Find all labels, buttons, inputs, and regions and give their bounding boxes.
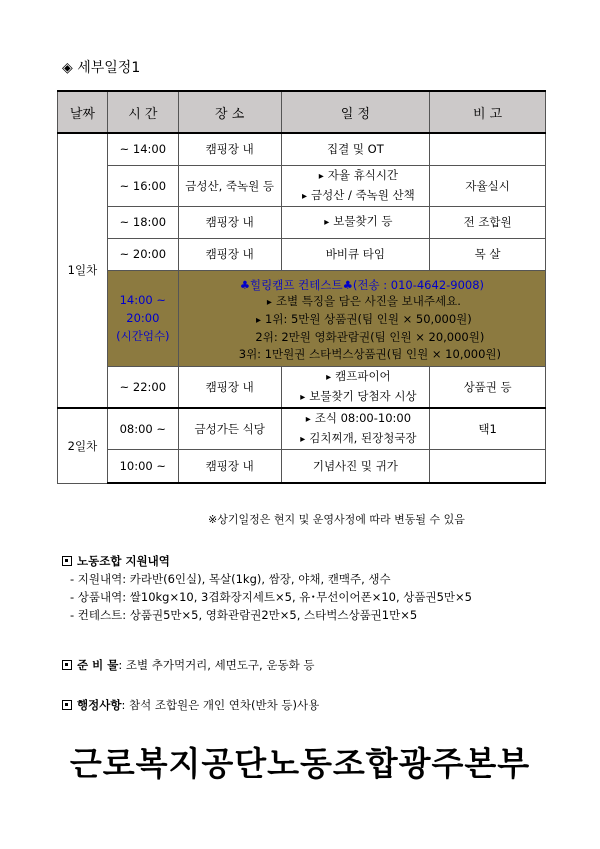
table-row: [58, 366, 546, 408]
admin-label: 행정사항: [77, 698, 122, 712]
admin-text: : 참석 조합원은 개인 연차(반차 등)사용: [121, 698, 320, 712]
schedule-cell: 집결 및 OT: [281, 133, 430, 165]
note-cell: 자율실시: [430, 165, 546, 206]
note-cell: 상품권 등: [430, 366, 546, 408]
table-row: [58, 408, 546, 450]
support-item: - 상품내역: 쌀10kg×10, 3겹화장지세트×5, 유･무선이어폰×10, 상품권5만×5: [70, 590, 472, 604]
table-header-row: [58, 91, 546, 133]
time-cell: 10:00 ~: [107, 449, 178, 483]
schedule-table: [57, 90, 546, 484]
header-schedule: 일 정: [281, 91, 430, 133]
schedule-item: ▸ 보물찾기 등: [288, 212, 430, 232]
contest-line: ▸ 조별 특징을 담은 사진을 보내주세요.: [179, 293, 545, 311]
place-cell: 캠핑장 내: [178, 449, 281, 483]
place-cell: 캠핑장 내: [178, 206, 281, 238]
note-cell: 택1: [430, 408, 546, 450]
schedule-item: ▸ 캠프파이어: [288, 367, 430, 387]
table-row: [58, 238, 546, 270]
time-cell: ~ 14:00: [107, 133, 178, 165]
schedule-cell: 바비큐 타임: [281, 238, 430, 270]
section-title: ◈ 세부일정1: [62, 60, 141, 76]
contest-time-cell: [107, 270, 178, 366]
note-cell: [430, 133, 546, 165]
place-cell: 캠핑장 내: [178, 366, 281, 408]
contest-title: ♣힐링캠프 컨테스트♣(전송 : 010-4642-9008): [239, 277, 485, 292]
support-item: - 지원내역: 카라반(6인실), 목살(1kg), 쌈장, 야채, 캔맥주, 생수: [70, 572, 391, 586]
day1-cell: 1일차: [58, 133, 108, 408]
table-row: [58, 133, 546, 165]
prep-section: [62, 656, 314, 674]
note-cell: 목 살: [430, 238, 546, 270]
schedule-item: ▸ 금성산 / 죽녹원 산책: [288, 186, 430, 206]
note-cell: [430, 449, 546, 483]
support-section: [62, 552, 472, 624]
contest-line: 2위: 2만원 영화관람권(팀 인원 × 20,000원): [255, 329, 485, 344]
support-item: - 컨테스트: 상품권5만×5, 영화관람권2만×5, 스타벅스상품권1만×5: [70, 608, 418, 622]
schedule-item: ▸ 조식 08:00-10:00: [288, 409, 430, 429]
footnote: ※상기일정은 현지 및 운영사정에 따라 변동될 수 있음: [208, 513, 465, 526]
support-title: 노동조합 지원내역: [77, 554, 170, 568]
place-cell: 캠핑장 내: [178, 133, 281, 165]
schedule-cell: [281, 408, 430, 450]
square-bullet-icon: [62, 556, 72, 566]
schedule-cell: [281, 165, 430, 206]
time-cell: ~ 16:00: [107, 165, 178, 206]
table-row: [58, 165, 546, 206]
place-cell: 금성산, 죽녹원 등: [178, 165, 281, 206]
header-date: 날짜: [58, 91, 108, 133]
time-cell: ~ 22:00: [107, 366, 178, 408]
square-bullet-icon: [62, 660, 72, 670]
schedule-item: ▸ 김치찌개, 된장청국장: [288, 429, 430, 449]
contest-time-line: 20:00: [126, 311, 160, 325]
schedule-cell: [281, 206, 430, 238]
contest-row: [58, 270, 546, 366]
note-cell: 전 조합원: [430, 206, 546, 238]
day2-cell: 2일차: [58, 408, 108, 484]
admin-section: [62, 696, 319, 714]
time-cell: ~ 18:00: [107, 206, 178, 238]
prep-label: 준 비 물: [77, 658, 119, 672]
place-cell: 금성가든 식당: [178, 408, 281, 450]
time-cell: ~ 20:00: [107, 238, 178, 270]
place-cell: 캠핑장 내: [178, 238, 281, 270]
contest-time-line: 14:00 ~: [119, 293, 167, 307]
table-row: [58, 449, 546, 483]
header-place: 장 소: [178, 91, 281, 133]
prep-text: : 조별 추가먹거리, 세면도구, 운동화 등: [118, 658, 315, 672]
contest-time-line: (시간엄수): [116, 329, 170, 343]
schedule-item: ▸ 자율 휴식시간: [288, 166, 430, 186]
schedule-cell: [281, 366, 430, 408]
schedule-item: ▸ 보물찾기 당첨자 시상: [288, 387, 430, 407]
header-time: 시 간: [107, 91, 178, 133]
time-cell: 08:00 ~: [107, 408, 178, 450]
contest-line: ▸ 1위: 5만원 상품권(팀 인원 × 50,000원): [179, 311, 545, 329]
table-row: [58, 206, 546, 238]
header-note: 비 고: [430, 91, 546, 133]
organization-name: 근로복지공단노동조합광주본부: [69, 744, 531, 783]
square-bullet-icon: [62, 700, 72, 710]
contest-line: 3위: 1만원권 스타벅스상품권(팀 인원 × 10,000원): [238, 346, 502, 361]
schedule-cell: 기념사진 및 귀가: [281, 449, 430, 483]
contest-cell: [178, 270, 545, 366]
